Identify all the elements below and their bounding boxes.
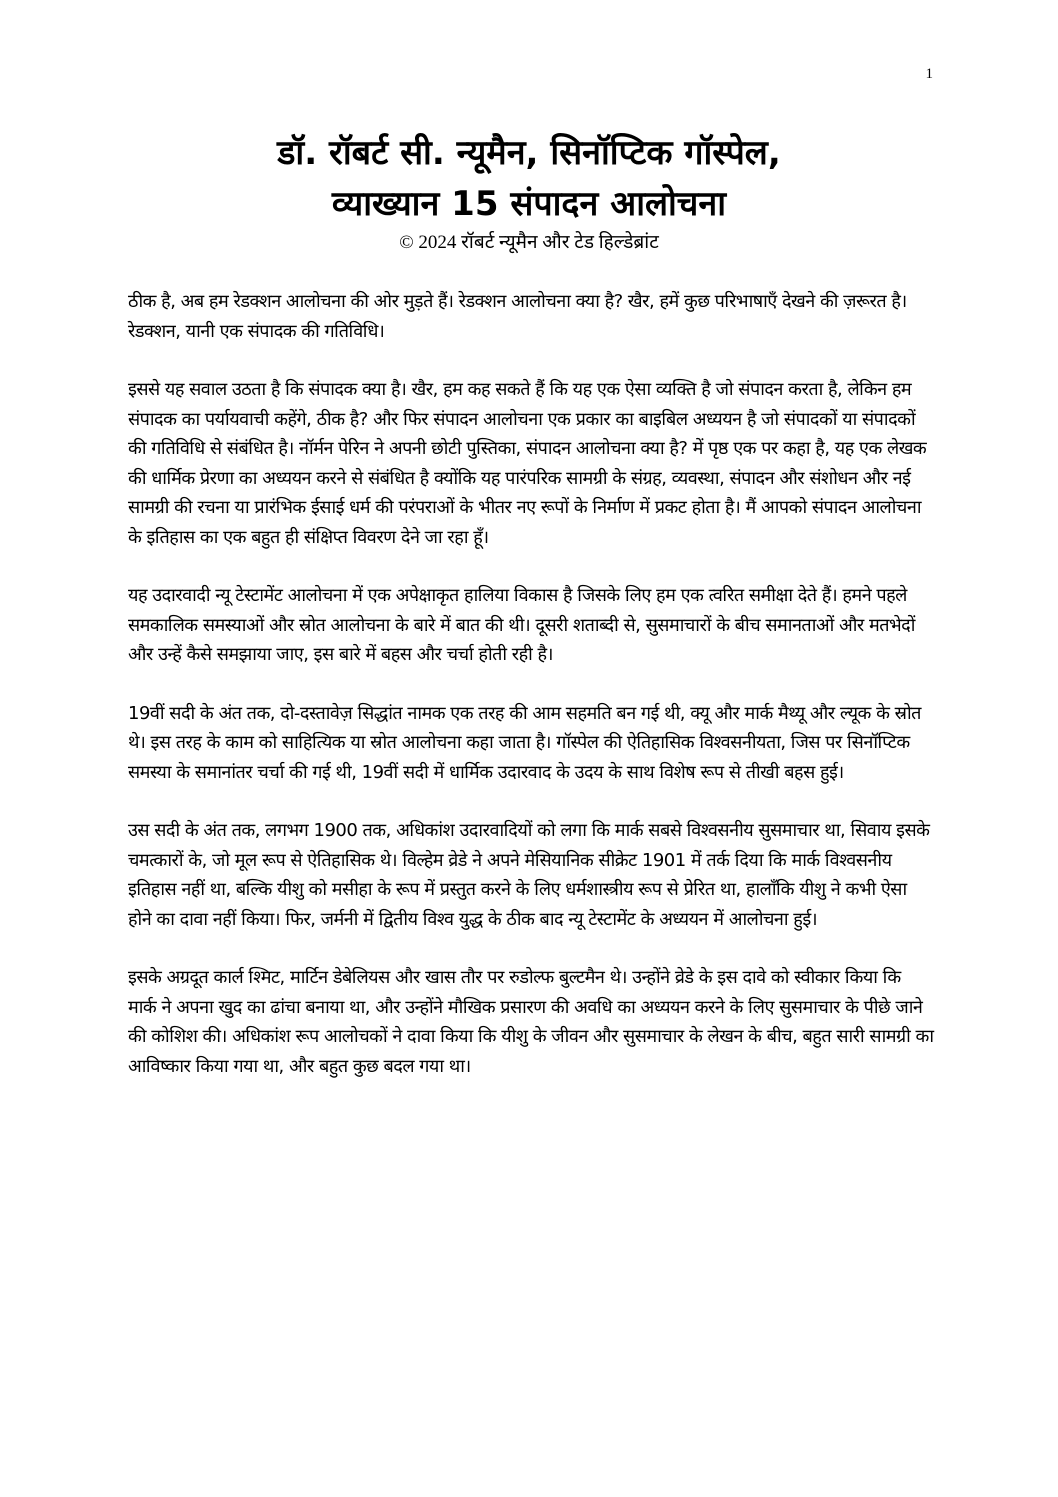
title-line-2: व्याख्यान 15 संपादन आलोचना (331, 184, 727, 224)
paragraph-4: 19वीं सदी के अंत तक, दो-दस्तावेज़ सिद्धांत नामक एक तरह की आम सहमति बन गई थी, क्यू और मार्क मैथ्यू और ल्यूक के स्रोत थे। इस तरह के काम को साहित्यिक या स्रोत आलोचना कहा जाता है। गॉस्पेल की ऐतिहासिक विश्वसनीयता, जिस पर सिनॉप्टिक समस्या के समानांतर चर्चा की गई थी, 19वीं सदी में धार्मिक उदारवाद के उदय के साथ विशेष रूप से तीखी बहस हुई। (128, 702, 921, 783)
title-line-1: डॉ. रॉबर्ट सी. न्यूमैन, सिनॉप्टिक गॉस्पेल, (277, 133, 781, 173)
page-title (0, 128, 1058, 230)
paragraph-2: इससे यह सवाल उठता है कि संपादक क्या है। खैर, हम कह सकते हैं कि यह एक ऐसा व्यक्ति है जो संपादन करता है, लेकिन हम संपादक का पर्यायवाची कहेंगे, ठीक है? और फिर संपादन आलोचना एक प्रकार का बाइबिल अध्ययन है जो संपादकों या संपादकों की गतिविधि से संबंधित है। नॉर्मन पेरिन ने अपनी छोटी पुस्तिका, संपादन आलोचना क्या है? में पृष्ठ एक पर कहा है, यह एक लेखक की धार्मिक प्रेरणा का अध्ययन करने से संबंधित है क्योंकि यह पारंपरिक सामग्री के संग्रह, व्यवस्था, संपादन और संशोधन और नई सामग्री की रचना या प्रारंभिक ईसाई धर्म की परंपराओं के भीतर नए रूपों के निर्माण में प्रकट होता है। मैं आपको संपादन आलोचना के इतिहास का एक बहुत ही संक्षिप्त विवरण देने जा रहा हूँ। (128, 379, 927, 548)
paragraph-3: यह उदारवादी न्यू टेस्टामेंट आलोचना में एक अपेक्षाकृत हालिया विकास है जिसके लिए हम एक त्वरित समीक्षा देते हैं। हमने पहले समकालिक समस्याओं और स्रोत आलोचना के बारे में बात की थी। दूसरी शताब्दी से, सुसमाचारों के बीच समानताओं और मतभेदों और उन्हें कैसे समझाया जाए, इस बारे में बहस और चर्चा होती रही है। (128, 585, 915, 665)
paragraph-1: ठीक है, अब हम रेडक्शन आलोचना की ओर मुड़ते हैं। रेडक्शन आलोचना क्या है? खैर, हमें कुछ परिभाषाएँ देखने की ज़रूरत है। रेडक्शन, यानी एक संपादक की गतिविधि। (128, 291, 907, 342)
paragraph-5: उस सदी के अंत तक, लगभग 1900 तक, अधिकांश उदारवादियों को लगा कि मार्क सबसे विश्वसनीय सुसमाचार था, सिवाय इसके चमत्कारों के, जो मूल रूप से ऐतिहासिक थे। विल्हेम व्रेडे ने अपने मेसियानिक सीक्रेट 1901 में तर्क दिया कि मार्क विश्वसनीय इतिहास नहीं था, बल्कि यीशु को मसीहा के रूप में प्रस्तुत करने के लिए धर्मशास्त्रीय रूप से प्रेरित था, हालाँकि यीशु ने कभी ऐसा होने का दावा नहीं किया। फिर, जर्मनी में द्वितीय विश्व युद्ध के ठीक बाद न्यू टेस्टामेंट के अध्ययन में आलोचना हुई। (128, 820, 930, 930)
copyright-notice: © 2024 रॉबर्ट न्यूमैन और टेड हिल्डेब्रांट (399, 232, 659, 253)
paragraph-6: इसके अग्रदूत कार्ल श्मिट, मार्टिन डेबेलियस और खास तौर पर रुडोल्फ बुल्टमैन थे। उन्होंने व्रेडे के इस दावे को स्वीकार किया कि मार्क ने अपना खुद का ढांचा बनाया था, और उन्होंने मौखिक प्रसारण की अवधि का अध्ययन करने के लिए सुसमाचार के पीछे जाने की कोशिश की। अधिकांश रूप आलोचकों ने दावा किया कि यीशु के जीवन और सुसमाचार के लेखन के बीच, बहुत सारी सामग्री का आविष्कार किया गया था, और बहुत कुछ बदल गया था। (128, 967, 934, 1077)
title-block (0, 128, 1058, 256)
page-number: 1 (925, 66, 933, 82)
document-body (128, 287, 934, 1110)
